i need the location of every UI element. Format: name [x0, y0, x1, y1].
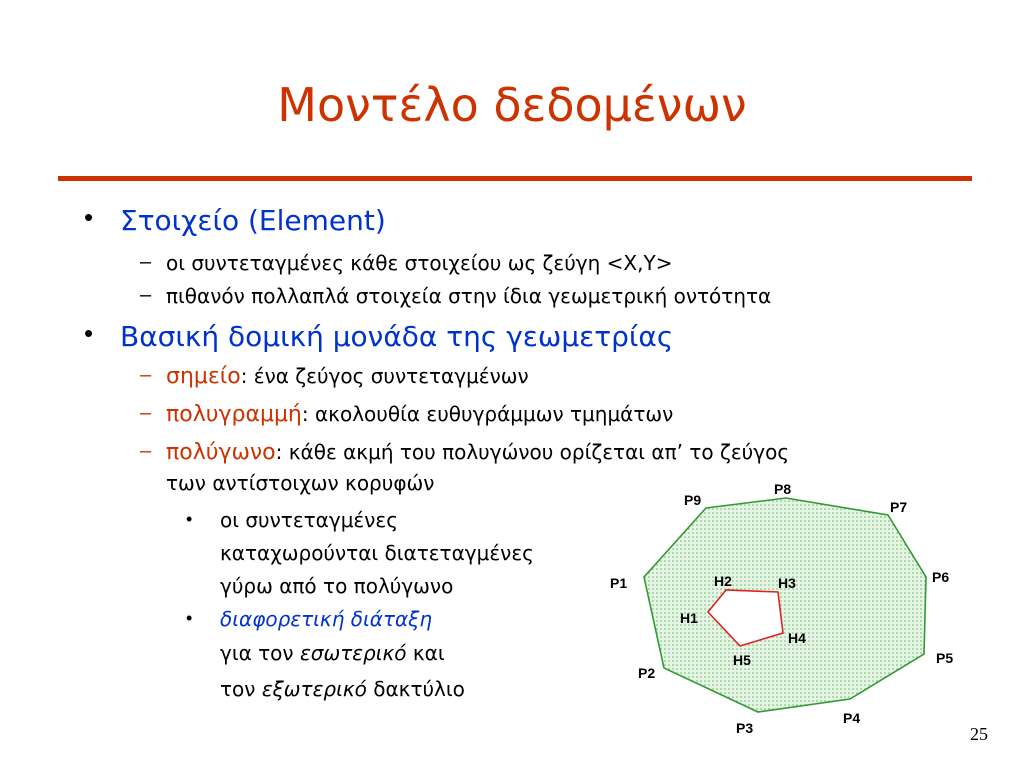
- label-h3: H3: [778, 575, 796, 591]
- outer-ring-line: τον εξωτερικό δακτύλιο: [220, 677, 465, 701]
- sub-coordinates: οι συντεταγμένες κάθε στοιχείου ως ζεύγη <X,Y>: [166, 251, 673, 275]
- dash-marker: –: [140, 402, 152, 424]
- dash-marker: –: [140, 364, 152, 386]
- bullet-dot: •: [84, 202, 94, 232]
- sub-multiple-elements: πιθανόν πολλαπλά στοιχεία στην ίδια γεωμετρική οντότητα: [166, 284, 772, 308]
- coords-line1: οι συντεταγμένες: [220, 508, 398, 532]
- bullet-dot: •: [186, 608, 193, 628]
- label-h5: H5: [733, 652, 751, 668]
- bullet-element: Στοιχείο (Element): [120, 204, 386, 237]
- sub-polygon-cont: των αντίστοιχων κορυφών: [166, 471, 435, 495]
- label-p9: P9: [684, 492, 702, 508]
- label-h4: H4: [788, 630, 806, 646]
- label-p4: P4: [843, 710, 861, 726]
- label-p5: P5: [936, 650, 954, 666]
- inner-ring-line: για τον εσωτερικό και: [220, 641, 445, 665]
- bullet-dot: •: [84, 318, 94, 348]
- coords-line3: γύρω από το πολύγωνο: [220, 574, 454, 598]
- sub-point: σημείο: ένα ζεύγος συντεταγμένων: [166, 364, 529, 389]
- outer-ring-polygon: [644, 498, 926, 712]
- label-p1: P1: [610, 575, 628, 591]
- sub-polygon: πολύγωνο: κάθε ακμή του πολυγώνου ορίζεται απ’ το ζεύγος: [166, 440, 790, 465]
- sub-polyline: πολυγραμμή: ακολουθία ευθυγράμμων τμημάτων: [166, 402, 674, 427]
- page-number: 25: [970, 724, 988, 744]
- label-h2: H2: [714, 573, 732, 589]
- label-p2: P2: [638, 665, 656, 681]
- label-p6: P6: [932, 569, 950, 585]
- label-p8: P8: [774, 481, 792, 497]
- coords-line2: καταχωρούνται διατεταγμένες: [220, 541, 534, 565]
- slide-title: Μοντέλο δεδομένων: [277, 78, 747, 132]
- term-point: σημείο: [166, 364, 241, 389]
- dash-marker: –: [140, 251, 152, 273]
- term-polyline: πολυγραμμή: [166, 402, 302, 427]
- dash-marker: –: [140, 284, 152, 306]
- dash-marker: –: [140, 440, 152, 462]
- label-p3: P3: [736, 720, 754, 736]
- bullet-dot: •: [186, 509, 193, 529]
- bullet-geometry-unit: Βασική δομική μονάδα της γεωμετρίας: [120, 320, 674, 353]
- label-p7: P7: [890, 499, 908, 515]
- different-order: διαφορετική διάταξη: [220, 607, 432, 631]
- term-polygon: πολύγωνο: [166, 440, 276, 465]
- label-h1: H1: [680, 610, 698, 626]
